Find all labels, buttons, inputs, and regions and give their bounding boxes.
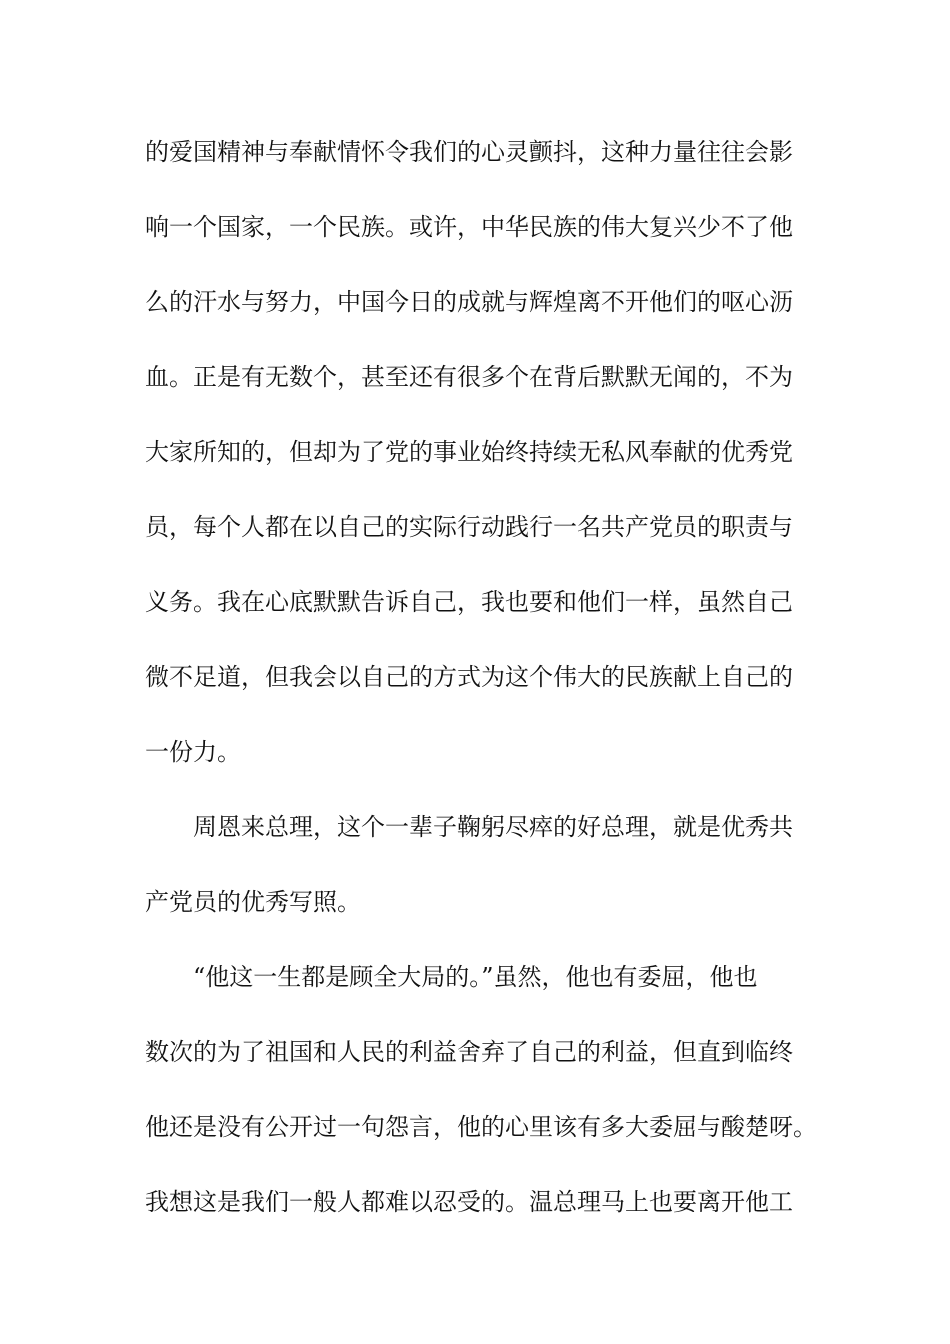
text-line: 员，每个人都在以自己的实际行动践行一名共产党员的职责与 — [145, 513, 793, 541]
text-line: 血。正是有无数个，甚至还有很多个在背后默默无闻的，不为 — [145, 363, 793, 391]
text-line: 大家所知的，但却为了党的事业始终持续无私风奉献的优秀党 — [145, 438, 793, 466]
text-line: 我想这是我们一般人都难以忍受的。温总理马上也要离开他工 — [145, 1188, 793, 1216]
text-line: 义务。我在心底默默告诉自己，我也要和他们一样，虽然自己 — [145, 588, 793, 616]
text-line: 数次的为了祖国和人民的利益舍弃了自己的利益，但直到临终 — [145, 1038, 793, 1066]
text-line: 么的汗水与努力，中国今日的成就与辉煌离不开他们的呕心沥 — [145, 288, 793, 316]
text-line: 响一个国家，一个民族。或许，中华民族的伟大复兴少不了他 — [145, 213, 793, 241]
text-line: 微不足道，但我会以自己的方式为这个伟大的民族献上自己的 — [145, 663, 793, 691]
text-line: 他还是没有公开过一句怨言，他的心里该有多大委屈与酸楚呀。 — [145, 1113, 817, 1141]
paragraph-first-line: 周恩来总理，这个一辈子鞠躬尽瘁的好总理，就是优秀共 — [193, 813, 793, 841]
paragraph-first-line: “他这一生都是顾全大局的。”虽然，他也有委屈，他也 — [193, 963, 758, 991]
text-line: 产党员的优秀写照。 — [145, 888, 361, 916]
text-line: 的爱国精神与奉献情怀令我们的心灵颤抖，这种力量往往会影 — [145, 138, 793, 166]
text-line: 一份力。 — [145, 738, 241, 766]
